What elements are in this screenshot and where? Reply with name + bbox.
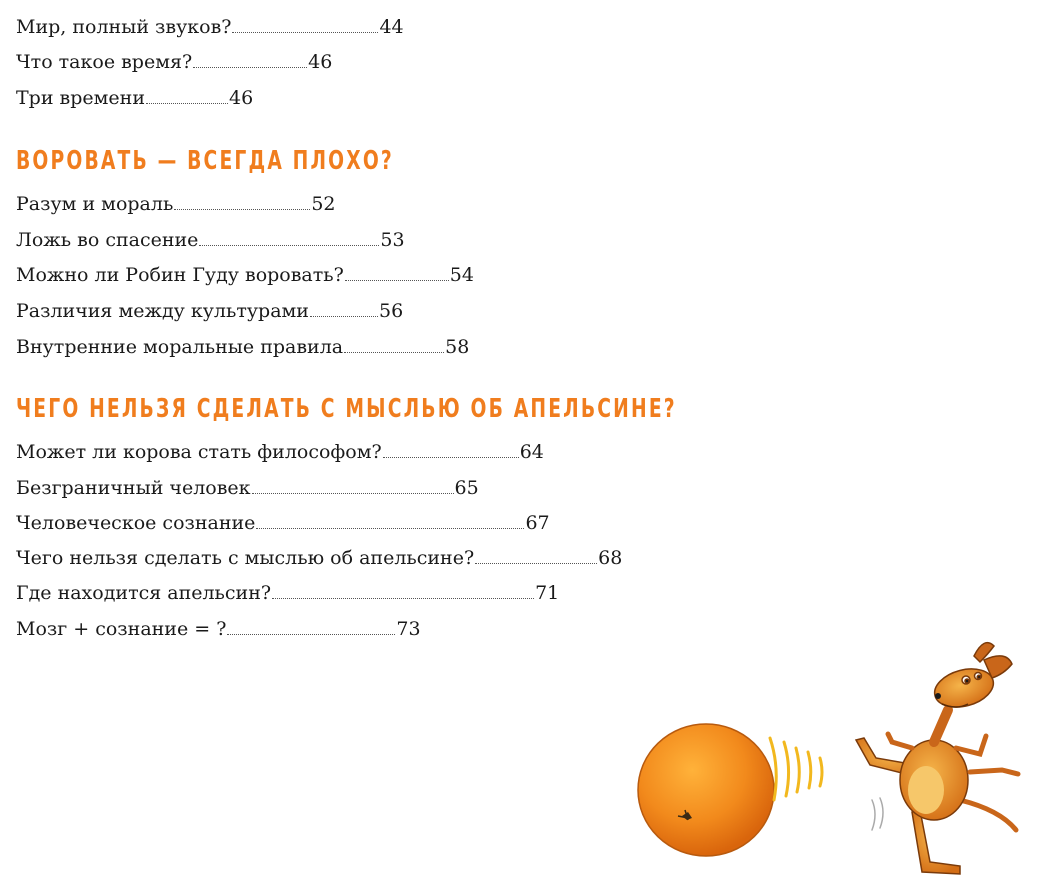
toc-entry[interactable] xyxy=(16,189,336,219)
toc-entry[interactable] xyxy=(16,473,479,503)
toc-leader-dots xyxy=(232,31,378,33)
toc-entry[interactable] xyxy=(16,543,622,573)
toc-entry-title: Внутренние моральные правила xyxy=(16,336,344,358)
toc-entry-page: 65 xyxy=(454,477,479,499)
toc-entry-page: 64 xyxy=(519,441,544,463)
toc-entry-page: 58 xyxy=(445,336,470,358)
toc-leader-dots xyxy=(256,527,524,529)
toc-leader-dots xyxy=(344,351,444,353)
toc-leader-dots xyxy=(345,279,449,281)
toc-leader-dots xyxy=(475,562,597,564)
toc-leader-dots xyxy=(252,492,454,494)
toc-entry-page: 46 xyxy=(308,51,333,73)
toc-entry-title: Человеческое сознание xyxy=(16,512,256,534)
toc-entry-title: Может ли корова стать философом? xyxy=(16,441,382,463)
toc-entry-title: Ложь во спасение xyxy=(16,229,199,251)
toc-entry-title: Три времени xyxy=(16,87,145,109)
toc-entry-title: Мир, полный звуков? xyxy=(16,16,232,38)
toc-entry-title: Различия между культурами xyxy=(16,300,309,322)
toc-entry-page: 56 xyxy=(378,300,404,322)
toc-entry[interactable] xyxy=(16,614,421,644)
toc-entry-title: Что такое время? xyxy=(16,51,193,73)
toc-leader-dots xyxy=(272,597,534,599)
toc-entry[interactable] xyxy=(16,437,544,467)
toc-leader-dots xyxy=(227,633,395,635)
toc-entry[interactable] xyxy=(16,225,405,255)
toc-entry[interactable] xyxy=(16,578,559,608)
toc-entry-title: Безграничный человек xyxy=(16,477,251,499)
toc-entry-title: Где находится апельсин? xyxy=(16,582,272,604)
toc-entry-title: Мозг + сознание = ? xyxy=(16,618,227,640)
toc-entry-page: 71 xyxy=(535,582,560,604)
toc-entry[interactable] xyxy=(16,12,404,42)
toc-leader-dots xyxy=(199,244,379,246)
toc-entry-title: Чего нельзя сделать с мыслью об апельсине? xyxy=(16,547,475,569)
toc-entry-title: Можно ли Робин Гуду воровать? xyxy=(16,264,344,286)
toc-entry[interactable] xyxy=(16,296,403,326)
toc-leader-dots xyxy=(146,102,228,104)
toc-entry[interactable] xyxy=(16,83,253,113)
section-heading: ВОРОВАТЬ — ВСЕГДА ПЛОХО? xyxy=(16,146,394,176)
toc-entry[interactable] xyxy=(16,332,469,362)
toc-entry-page: 68 xyxy=(598,547,623,569)
toc-entry-page: 44 xyxy=(379,16,404,38)
toc-entry-title: Разум и мораль xyxy=(16,193,174,215)
toc-entry-page: 53 xyxy=(380,229,405,251)
toc-entry[interactable] xyxy=(16,508,550,538)
toc-entry[interactable] xyxy=(16,260,474,290)
toc-entry-page: 54 xyxy=(449,264,474,286)
dog-icon xyxy=(856,643,1018,874)
toc-entry-page: 46 xyxy=(229,87,254,109)
toc-entry-page: 67 xyxy=(525,512,550,534)
toc-leader-dots xyxy=(310,315,378,317)
toc-entry-page: 52 xyxy=(311,193,336,215)
toc-leader-dots xyxy=(193,66,307,68)
toc-leader-dots xyxy=(383,456,519,458)
illustration xyxy=(630,630,1052,884)
section-heading: ЧЕГО НЕЛЬЗЯ СДЕЛАТЬ С МЫСЛЬЮ ОБ АПЕЛЬСИНЕ? xyxy=(16,394,677,424)
toc-entry-page: 73 xyxy=(396,618,421,640)
toc-entry[interactable] xyxy=(16,47,332,77)
toc-leader-dots xyxy=(174,208,310,210)
orange-icon xyxy=(638,724,774,856)
